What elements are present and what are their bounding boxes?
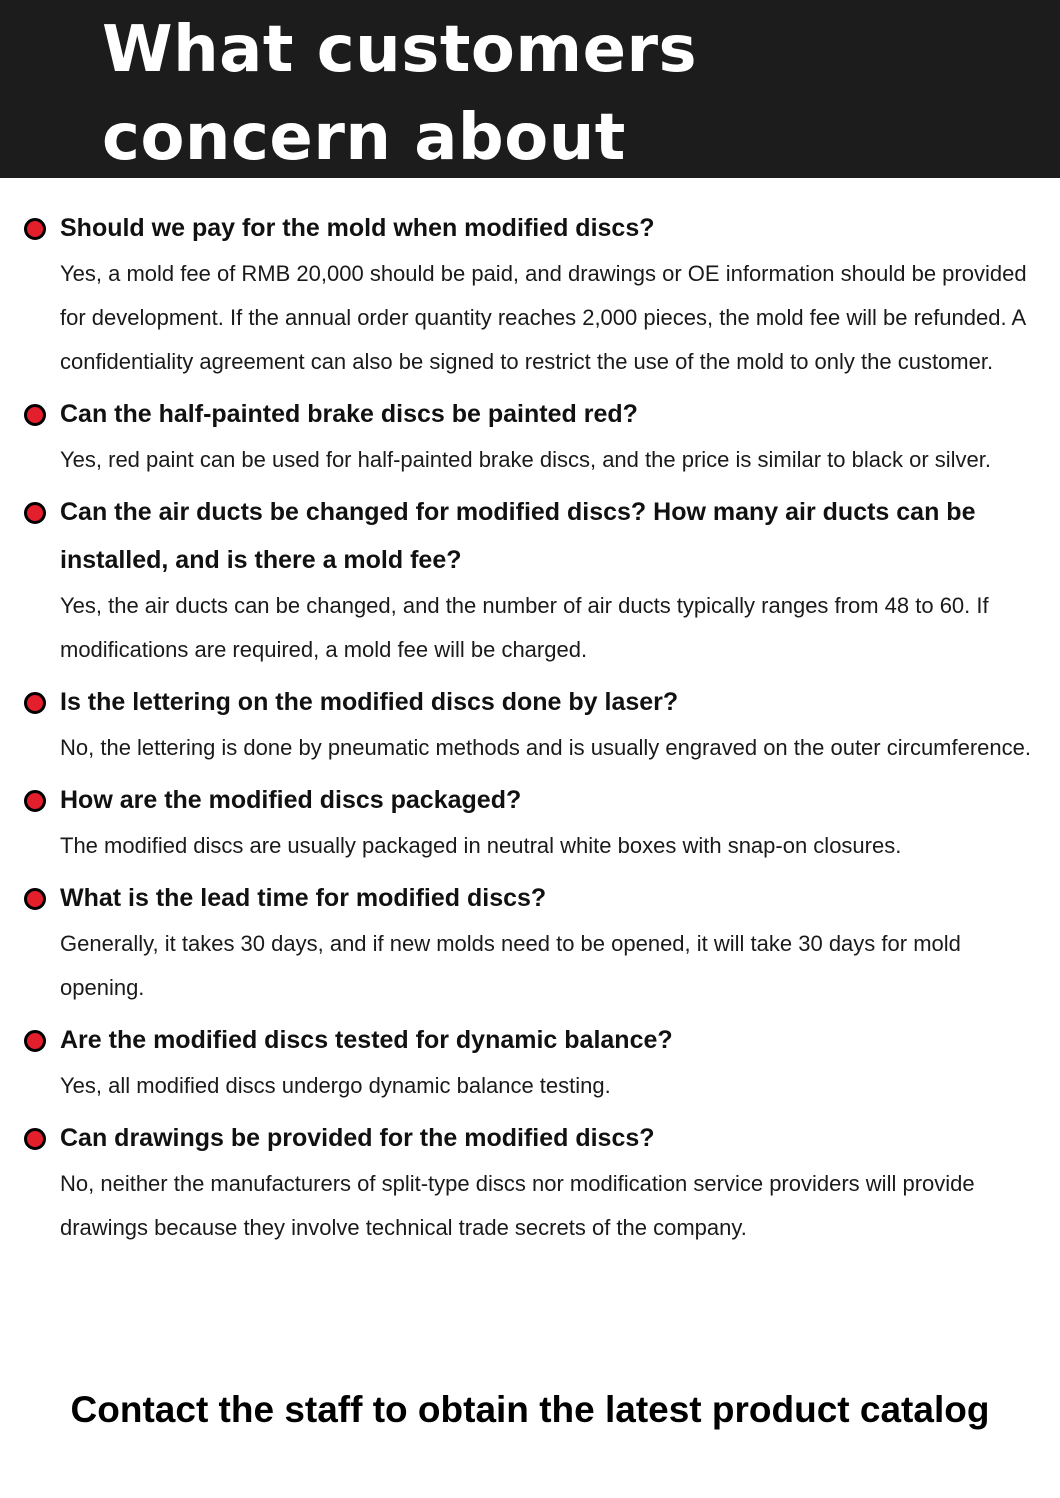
bullet-icon (24, 790, 46, 812)
faq-question: Can drawings be provided for the modified discs? (60, 1124, 655, 1152)
page-title: What customers concern about (102, 13, 698, 175)
faq-item (0, 678, 1060, 770)
faq-question: Can the air ducts be changed for modified discs? How many air ducts can be installed, and is there a mold fee? (60, 498, 976, 574)
faq-question: Is the lettering on the modified discs done by laser? (60, 688, 679, 716)
faq-item (0, 1114, 1060, 1250)
faq-item (0, 874, 1060, 1010)
faq-answer: Yes, a mold fee of RMB 20,000 should be paid, and drawings or OE information should be provided for development. If the annual order quantity reaches 2,000 pieces, the mold fee will be refunded. A confidentiality agreement can also be signed to restrict the use of the mold to only the customer. (60, 261, 1027, 374)
faq-answer: No, the lettering is done by pneumatic methods and is usually engraved on the outer circumference. (60, 735, 1031, 760)
faq-item (0, 390, 1060, 482)
bullet-icon (24, 888, 46, 910)
faq-answer: Yes, the air ducts can be changed, and the number of air ducts typically ranges from 48 to 60. If modifications are required, a mold fee will be charged. (60, 593, 989, 662)
faq-answer: The modified discs are usually packaged in neutral white boxes with snap-on closures. (60, 833, 902, 858)
bullet-icon (24, 692, 46, 714)
faq-question: How are the modified discs packaged? (60, 786, 522, 814)
contact-callout: Contact the staff to obtain the latest product catalog (70, 1389, 990, 1430)
bullet-icon (24, 404, 46, 426)
bullet-icon (24, 1030, 46, 1052)
faq-question: Are the modified discs tested for dynamic balance? (60, 1026, 673, 1054)
faq-answer: No, neither the manufacturers of split-type discs nor modification service providers will provide drawings because they involve technical trade secrets of the company. (60, 1171, 975, 1240)
bullet-icon (24, 218, 46, 240)
faq-answer: Generally, it takes 30 days, and if new molds need to be opened, it will take 30 days for mold opening. (60, 931, 961, 1000)
faq-question: Can the half-painted brake discs be painted red? (60, 400, 638, 428)
faq-item (0, 204, 1060, 384)
faq-question: Should we pay for the mold when modified discs? (60, 214, 655, 242)
faq-item (0, 776, 1060, 868)
faq-list (0, 204, 1060, 1256)
bullet-icon (24, 1128, 46, 1150)
faq-item (0, 1016, 1060, 1108)
bullet-icon (24, 502, 46, 524)
header-banner (0, 0, 1060, 178)
faq-answer: Yes, red paint can be used for half-painted brake discs, and the price is similar to black or silver. (60, 447, 992, 472)
faq-answer: Yes, all modified discs undergo dynamic balance testing. (60, 1073, 611, 1098)
faq-item (0, 488, 1060, 672)
faq-question: What is the lead time for modified discs? (60, 884, 547, 912)
